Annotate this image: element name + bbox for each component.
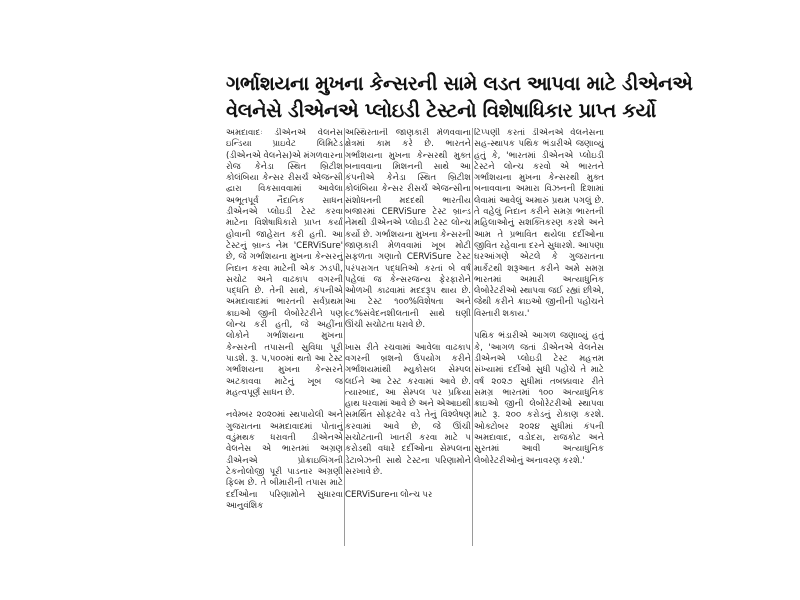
headline-line-2: વેલનેસે ડીએનએ પ્લોઇડી ટેસ્ટનો વિશેષાધિકાર પ્રાપ્ત કર્યો bbox=[226, 99, 656, 122]
column-1-text: અમદાવાદઃ ડીએનએ વેલનેસ ઇન્ડિયા પ્રાઇવેટ લિમિટેડ (ડીએનએ વેલનેસ)એ મંગળવારના રોજ કેનેડા સ્થિત બ્રિટીશ કોલંબિયા કેન્સર રીસર્ચ એજન્સી દ્વારા વિકસાવવામાં આવેલા અભૂતપૂર્વ નૈદાનિક સાધન ડીએનએ પ્લોઇડી ટેસ્ટ કરવા માટેના વિશેષાધિકારો પ્રાપ્ત કર્યા હોવાની જાહેરાત કરી હતી. આ ટેસ્ટનું બ્રાન્ડ નેમ 'CERViSure' છે, જે ગર્ભાશયના મુખના કેન્સરનું નિદાન કરવા માટેની એક ઝડપી, સચોટ અને વાઢકાપ વગરની પદ્ધતિ છે. તેની સાથે, કંપનીએ અમદાવાદમાં ભારતની સર્વપ્રથમ ક્રાઇઓ જીની લેબોરેટરીને પણ લોન્ચ કરી હતી, જે અહીંના લોકોને ગર્ભાશયના મુખના કેન્સરની તપાસની સુવિધા પૂરી પાડશે. રૂ. ૫,૫૦૦માં થતો આ ટેસ્ટ ગર્ભાશયના મુખના કેન્સરને અટકાવવા માટેનું ખૂબ જ મહત્વપૂર્ણ સાધન છે. નવેમ્બર ૨૦૨૦માં સ્થપાયેલી અને ગુજરાતના અમદાવાદમાં પોતાનું વડુંમથક ધરાવતી ડીએનએ વેલનેસ એ ભારતમાં અગ્રણ ડીએનએ પ્રોક્રાઇબિંગની ટેકનોલોજી પૂરી પાડનાર અગ્રણી ફિલ્મ છે. તે બીમારીની તપાસ માટે દર્દીઓના પરિણામોને સુધારવા આનુવંશિક bbox=[226, 128, 343, 511]
article-column-3 bbox=[474, 128, 604, 548]
article-column-2 bbox=[345, 128, 471, 548]
column-2-text: અસ્થિરતાની જાણકારી મેળવવાના ક્ષેત્રમાં કામ કરે છે. ભારતને ગર્ભાશયના મુખના કેન્સરથી મુક્ત બનાવવાના મિશનની સાથે આ કંપનીએ કેનેડા સ્થિત બ્રિટીશ કોલંબિયા કેન્સર રીસર્ચ એજન્સીના સંશોધનની મદદથી ભારતીય બજારમાં CERViSure ટેસ્ટ બ્રાન્ડ નેમથી ડીએનએ પ્લોઇડી ટેસ્ટ લોન્ચ કર્યો છે. ગર્ભાશયના મુખના કેન્સરની જાણકારી મેળવવામાં ખૂબ મોટી સફળતા ગણાતો CERViSure ટેસ્ટ પરંપરાગત પદ્ધતિઓ કરતાં બે વર્ષ પહેલાં જ કેન્સરજન્ય ફેરફારોને ઓળખી કાઢવામાં મદદરૂપ થાય છે. આ ટેસ્ટ ૧૦૦%વિશેષતા અને ૯૮%સંવેદનશીલતાની સાથે ઘણી ઊંચી સચોટતા ધરાવે છે. ખાસ રીતે રચવામાં આવેલા વાઢકાપ વગરની બ્રશનો ઉપયોગ કરીને ગર્ભાશયમાંથી મ્યુકોસલ સેમ્પલ લઈને આ ટેસ્ટ કરવામાં આવે છે. ત્યારબાદ, આ સેમ્પલ પર પ્રક્રિયા હાથ ધરવામાં આવે છે અને એઆઇથી સમર્થિત સોફ્ટવેર વડે તેનું વિશ્લેષણ કરવામાં આવે છે, જે ઊંચી સચોટતાની ખાતરી કરવા માટે ૫ કરોડથી વધારે દર્દીઓના સેમ્પલના ડેટાબેઝની સાથે ટેસ્ટના પરિણામોને સરખાવે છે. CERViSureના લોન્ચ પર bbox=[345, 128, 471, 500]
article-column-1 bbox=[226, 128, 343, 548]
column-3-text: ટિપ્પણી કરતાં ડીએનએ વેલનેસના સહ-સ્થાપક પથિક ભંડારીએ જણાવ્યું હતું કે, 'ભારતમાં ડીએનએ પ્લોઇડી ટેસ્ટને લોન્ચ કરવો એ ભારતને ગર્ભાશયના મુખના કેન્સરથી મુક્ત બનાવવાના અમારા વિઝનની દિશામાં લેવામાં આવેલું અમારું પ્રથમ પગલું છે. તે વહેલું નિદાન કરીને સમગ્ર ભારતની મહિલાઓનું સશક્તિકરણ કરશે અને આમ તે પ્રભાવિત થયેલા દર્દીઓના જીવિત રહેવાના દરને સુધારશે. આપણા ઘરઆંગણે એટલે કે ગુજરાતના માર્કેટથી શરૂઆત કરીને અમે સમગ્ર ભારતમાં અમારી અત્યાધુનિક લેબોરેટરીઓ સ્થાપવા જઈ રહ્યાં છીએ, જેથી કરીને ક્રાઇઓ જીનીની પહોંચને વિસ્તારી શકાય.' પથિક ભંડારીએ આગળ જણાવ્યું હતું કે, 'આગળ જતાં ડીએનએ વેલનેસ ડીએનએ પ્લોઇડી ટેસ્ટ મહત્તમ સંખ્યામાં દર્દીઓ સુધી પહોંચે તે માટે વર્ષ ૨૦૨૭ સુધીમાં તબક્કાવાર રીતે સમગ્ર ભારતમાં ૧૦૦ અત્યાધુનિક ક્રાઇઓ જીની લેબોરેટરીઓ સ્થાપવા માટે રૂ. ૨૦૦ કરોડનું રોકાણ કરશે. ઓક્ટોબર ૨૦૨૪ સુધીમાં કંપની અમદાવાદ, વડોદરા, રાજકોટ અને સુરતમાં આવી અત્યાધુનિક લેબોરેટરીઓનું અનાવરણ કરશે.' bbox=[474, 128, 604, 466]
headline-line-1: ગર્ભાશયના મુખના કેન્સરની સામે લડત આપવા માટે ડીએનએ bbox=[226, 72, 693, 95]
article-headline bbox=[226, 70, 693, 124]
column-divider bbox=[472, 128, 473, 546]
